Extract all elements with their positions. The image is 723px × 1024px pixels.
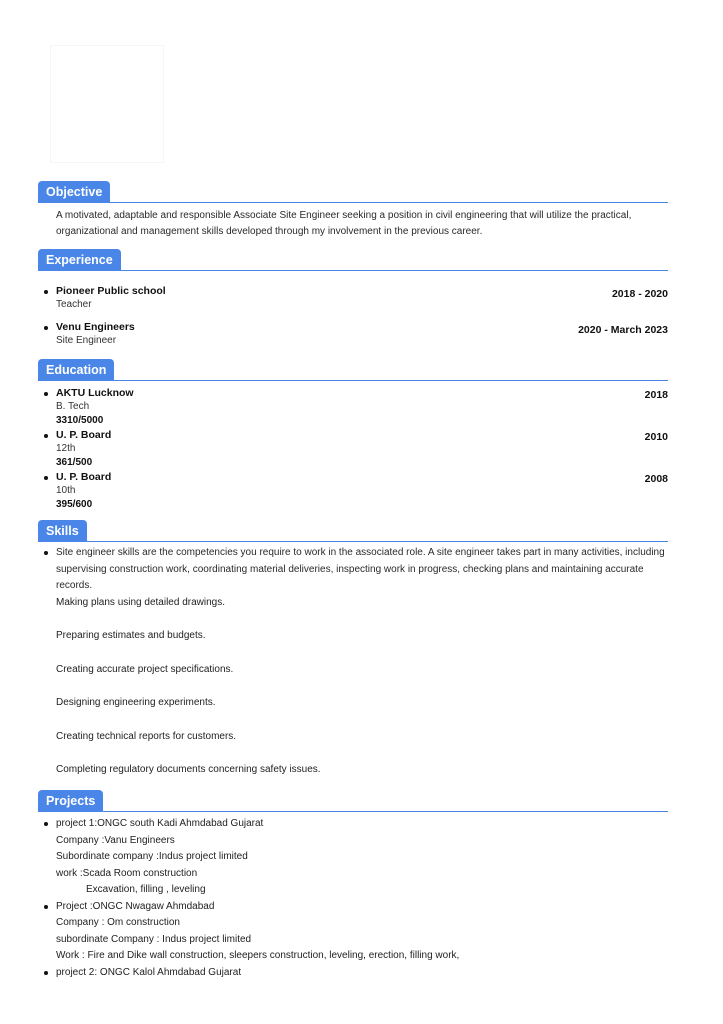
project-company: Company : Om construction xyxy=(56,917,180,928)
experience-title: Experience xyxy=(38,249,121,271)
experience-section xyxy=(38,248,668,348)
project-item xyxy=(38,816,668,899)
skill-line: Designing engineering experiments. xyxy=(56,697,216,708)
bullet-icon xyxy=(44,822,48,826)
skills-section xyxy=(38,519,668,779)
projects-section xyxy=(38,789,668,981)
bullet-icon xyxy=(44,971,48,975)
bullet-icon xyxy=(44,290,48,294)
skill-line: Creating accurate project specifications. xyxy=(56,663,234,675)
skill-line: Preparing estimates and budgets. xyxy=(56,630,206,641)
objective-title: Objective xyxy=(38,181,110,203)
education-degree: 12th xyxy=(56,443,76,454)
education-org: U. P. Board xyxy=(56,429,112,441)
projects-header xyxy=(38,789,668,812)
skill-line: Creating technical reports for customers. xyxy=(56,730,237,742)
skills-item xyxy=(38,545,668,779)
education-item xyxy=(38,428,668,469)
project-work: work :Scada Room construction xyxy=(56,867,198,879)
education-score: 361/500 xyxy=(56,457,93,468)
bullet-icon xyxy=(44,326,48,330)
bullet-icon xyxy=(44,392,48,396)
skills-intro: Site engineer skills are the competencies you require to work in the associated role. A site engineer takes part in many activities, including supervising construction work, coordinating material deliveries, inspecting work in progress, checking plans and maintaining accurate records. xyxy=(56,547,665,591)
experience-org: Pioneer Public school xyxy=(56,285,166,297)
bullet-icon xyxy=(44,905,48,909)
bullet-icon xyxy=(44,434,48,438)
education-year: 2018 xyxy=(644,389,668,401)
objective-header xyxy=(38,180,668,203)
project-heading: Project :ONGC Nwagaw Ahmdabad xyxy=(56,900,215,912)
skills-title: Skills xyxy=(38,520,87,542)
experience-date: 2018 - 2020 xyxy=(611,288,668,300)
experience-date: 2020 - March 2023 xyxy=(578,324,668,336)
education-degree: B. Tech xyxy=(56,401,90,412)
education-item xyxy=(38,470,668,511)
project-item xyxy=(38,965,668,982)
education-year: 2008 xyxy=(644,473,668,485)
education-title: Education xyxy=(38,359,114,381)
education-score: 3310/5000 xyxy=(56,415,104,426)
education-degree: 10th xyxy=(56,485,76,496)
project-heading: project 2: ONGC Kalol Ahmdabad Gujarat xyxy=(56,966,242,978)
project-subordinate: Subordinate company :Indus project limited xyxy=(56,851,248,862)
projects-title: Projects xyxy=(38,790,103,812)
experience-role: Teacher xyxy=(56,299,92,310)
project-subordinate: subordinate Company : Indus project limited xyxy=(56,933,252,945)
education-year: 2010 xyxy=(644,431,668,443)
objective-text: A motivated, adaptable and responsible Associate Site Engineer seeking a position in civil engineering that will utilize the practical, organizational and management skills developed through my involvement in the previous career. xyxy=(56,210,632,237)
education-org: U. P. Board xyxy=(56,471,112,483)
bullet-icon xyxy=(44,476,48,480)
skill-line: Completing regulatory documents concerning safety issues. xyxy=(56,764,321,775)
profile-photo-placeholder xyxy=(50,45,164,163)
objective-section xyxy=(38,180,668,240)
skills-header xyxy=(38,519,668,542)
skill-line: Making plans using detailed drawings. xyxy=(56,596,225,608)
experience-org: Venu Engineers xyxy=(56,321,135,333)
project-item xyxy=(38,899,668,965)
experience-item xyxy=(38,320,668,348)
education-item xyxy=(38,386,668,427)
project-heading: project 1:ONGC south Kadi Ahmdabad Gujarat xyxy=(56,818,264,829)
project-work: Work : Fire and Dike wall construction, sleepers construction, leveling, erection, filling work, xyxy=(56,950,460,961)
education-header xyxy=(38,358,668,381)
project-detail: Excavation, filling , leveling xyxy=(86,884,206,895)
education-section xyxy=(38,358,668,511)
education-score: 395/600 xyxy=(56,499,93,510)
bullet-icon xyxy=(44,551,48,555)
education-org: AKTU Lucknow xyxy=(56,387,134,399)
project-company: Company :Vanu Engineers xyxy=(56,834,175,846)
experience-item xyxy=(38,284,668,312)
experience-role: Site Engineer xyxy=(56,335,117,346)
experience-header xyxy=(38,248,668,271)
